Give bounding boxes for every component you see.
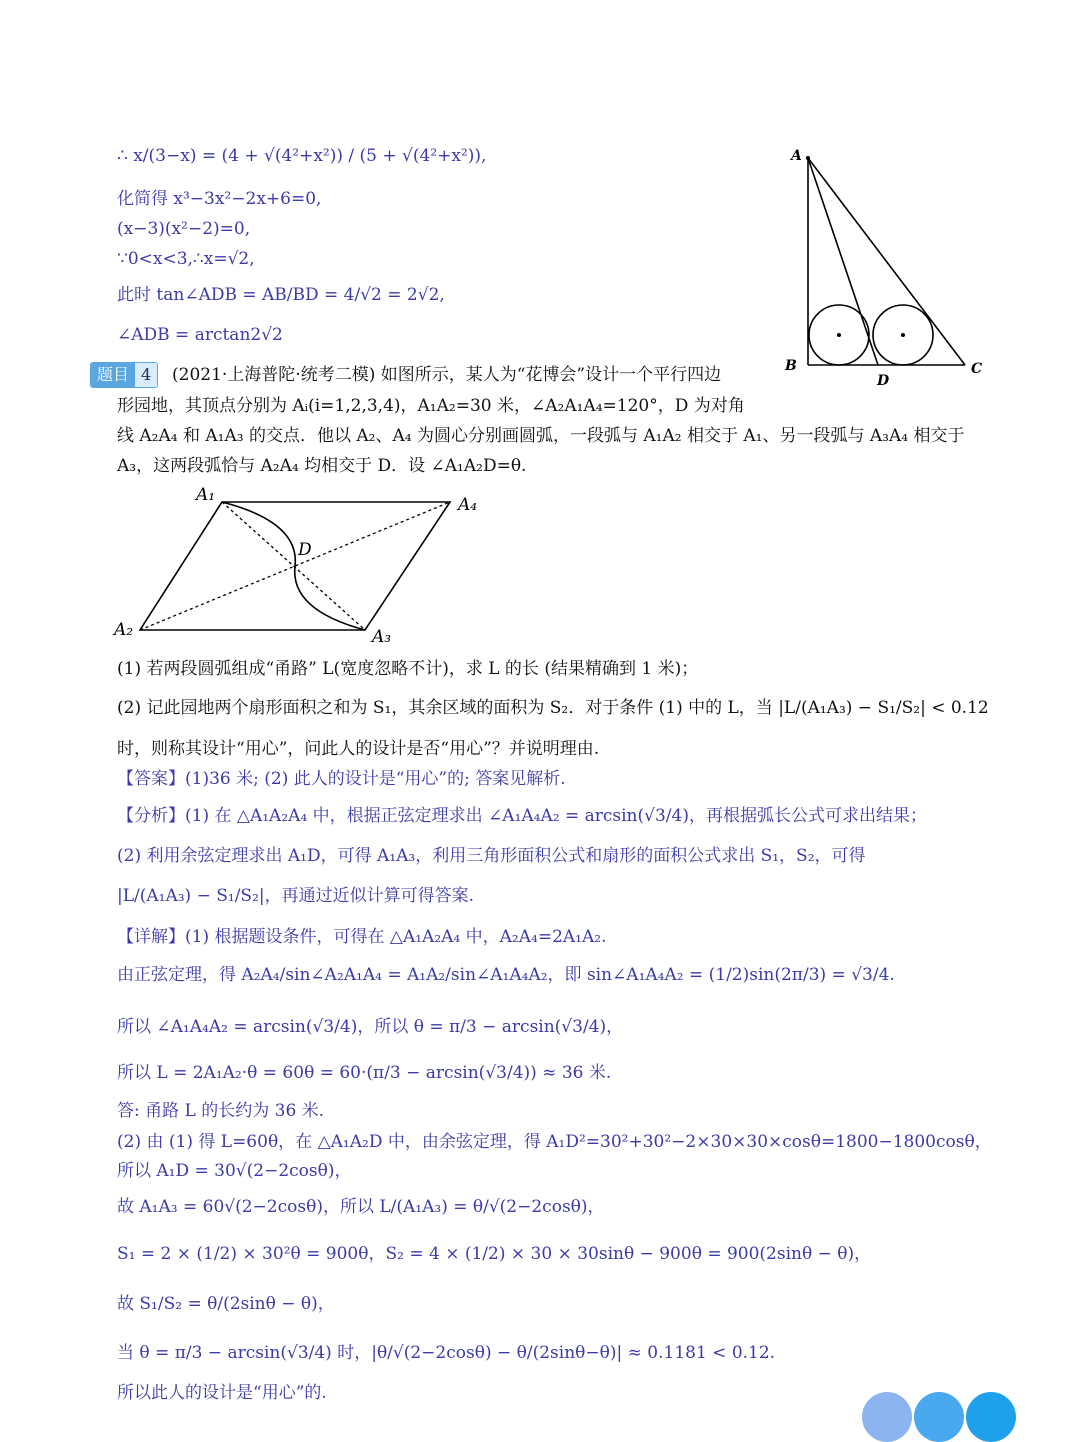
problem-tag xyxy=(90,362,158,388)
triangle-figure xyxy=(775,140,995,390)
label-A1: A₁ xyxy=(196,485,216,505)
solution-line: ∠ADB = arctan2√2 xyxy=(117,325,283,345)
question-line: (1) 若两段圆弧组成“甬路” L(宽度忽略不计)，求 L 的长 (结果精确到 1 米)； xyxy=(117,659,699,679)
detail-line: 答: 甬路 L 的长约为 36 米. xyxy=(117,1101,325,1121)
label-B: B xyxy=(785,358,797,374)
detail-line: 由正弦定理，得 A₂A₄/sin∠A₂A₁A₄ = A₁A₂/sin∠A₁A₄A₂，即 sin∠A₁A₄A₂ = (1/2)sin(2π/3) = √3/4. xyxy=(117,965,895,985)
label-D: D xyxy=(877,373,890,389)
solution-line: 此时 tan∠ADB = AB/BD = 4/√2 = 2√2, xyxy=(117,285,445,305)
detail-line: 所以 L = 2A₁A₂·θ = 60θ = 60·(π/3 − arcsin(√3/4)) ≈ 36 米. xyxy=(117,1063,612,1083)
problem-tag-label: 题目 xyxy=(91,363,135,387)
problem-line: A₃，这两段弧恰与 A₂A₄ 均相交于 D．设 ∠A₁A₂D=θ. xyxy=(117,456,527,476)
problem-tag-number: 4 xyxy=(135,363,157,387)
parallelogram-figure xyxy=(110,482,490,647)
problem-line: 形园地，其顶点分别为 Aᵢ(i=1,2,3,4)，A₁A₂=30 米，∠A₂A₁A₄=120°，D 为对角 xyxy=(117,396,745,416)
solution-line: (x−3)(x²−2)=0, xyxy=(117,219,251,239)
detail-line: 故 A₁A₃ = 60√(2−2cosθ)，所以 L/(A₁A₃) = θ/√(2−2cosθ)， xyxy=(117,1197,605,1217)
label-C: C xyxy=(971,361,983,377)
label-A3: A₃ xyxy=(372,627,392,647)
detail-line: S₁ = 2 × (1/2) × 30²θ = 900θ，S₂ = 4 × (1/2) × 30 × 30sinθ − 900θ = 900(2sinθ − θ)， xyxy=(117,1244,872,1264)
decor-circle xyxy=(862,1392,912,1442)
analysis-line: |L/(A₁A₃) − S₁/S₂|，再通过近似计算可得答案. xyxy=(117,886,475,906)
problem-line: (2021·上海普陀·统考二模) 如图所示，某人为“花博会”设计一个平行四边 xyxy=(172,365,722,385)
label-A4: A₄ xyxy=(458,495,478,515)
detail-line: 【详解】(1) 根据题设条件，可得在 △A₁A₂A₄ 中，A₂A₄=2A₁A₂. xyxy=(117,927,607,947)
analysis-line: 【分析】(1) 在 △A₁A₂A₄ 中，根据正弦定理求出 ∠A₁A₄A₂ = arcsin(√3/4)，再根据弧长公式可求出结果； xyxy=(117,806,927,826)
label-A: A xyxy=(791,148,802,164)
solution-line: 化简得 x³−3x²−2x+6=0, xyxy=(117,189,322,209)
decor-circle xyxy=(966,1392,1016,1442)
detail-line: 当 θ = π/3 − arcsin(√3/4) 时，|θ/√(2−2cosθ) − θ/(2sinθ−θ)| ≈ 0.1181 < 0.12. xyxy=(117,1343,776,1363)
solution-line: ∵0<x<3,∴x=√2, xyxy=(117,249,255,269)
detail-line: 所以 A₁D = 30√(2−2cosθ)， xyxy=(117,1161,352,1181)
problem-line: 线 A₂A₄ 和 A₁A₃ 的交点．他以 A₂、A₄ 为圆心分别画圆弧，一段弧与 A₁A₂ 相交于 A₁、另一段弧与 A₃A₄ 相交于 xyxy=(117,426,965,446)
solution-line: ∴ x/(3−x) = (4 + √(4²+x²)) / (5 + √(4²+x²)), xyxy=(117,146,487,166)
question-line: 时，则称其设计“用心”，问此人的设计是否“用心”？并说明理由. xyxy=(117,739,600,759)
label-D: D xyxy=(298,540,312,560)
decor-circle xyxy=(914,1392,964,1442)
detail-line: 故 S₁/S₂ = θ/(2sinθ − θ)， xyxy=(117,1294,335,1314)
question-line: (2) 记此园地两个扇形面积之和为 S₁，其余区域的面积为 S₂．对于条件 (1) 中的 L，当 |L/(A₁A₃) − S₁/S₂| < 0.12 xyxy=(117,698,989,718)
detail-line: (2) 由 (1) 得 L=60θ，在 △A₁A₂D 中，由余弦定理，得 A₁D²=30²+30²−2×30×30×cosθ=1800−1800cosθ， xyxy=(117,1132,992,1152)
analysis-line: (2) 利用余弦定理求出 A₁D，可得 A₁A₃，利用三角形面积公式和扇形的面积公式求出 S₁，S₂，可得 xyxy=(117,846,866,866)
detail-line: 所以 ∠A₁A₄A₂ = arcsin(√3/4)，所以 θ = π/3 − arcsin(√3/4)， xyxy=(117,1017,624,1037)
answer-line: 【答案】(1)36 米; (2) 此人的设计是“用心”的; 答案见解析. xyxy=(117,769,566,789)
label-A2: A₂ xyxy=(114,620,134,640)
detail-line: 所以此人的设计是“用心”的. xyxy=(117,1383,327,1403)
